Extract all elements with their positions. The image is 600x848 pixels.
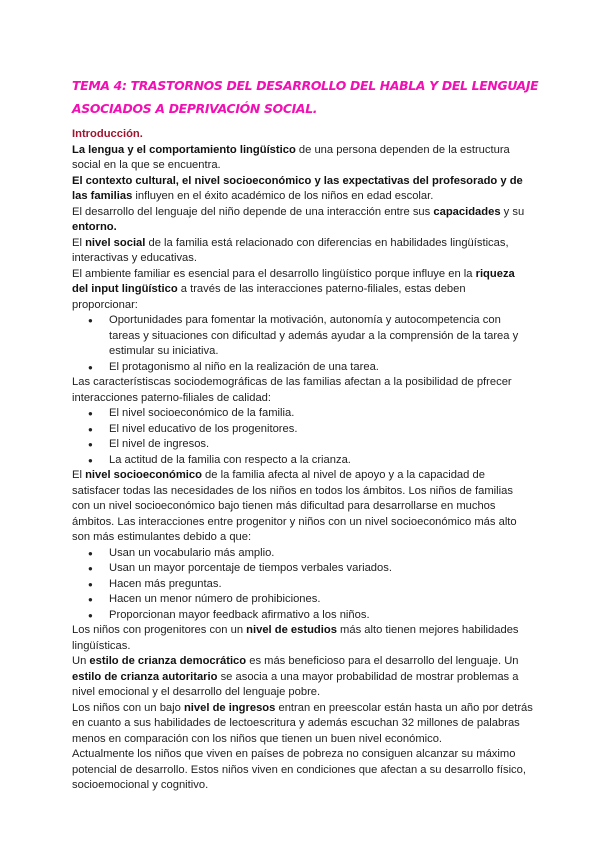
paragraph-11: Actualmente los niños que viven en países de pobreza no consiguen alcanzar su máximo potencial de desarrollo. Estos niños viven en condiciones que afectan a su desarrollo físico, socioemocional y cognitivo. (72, 748, 526, 791)
bullet-list-3 (72, 546, 534, 624)
document-body (72, 127, 534, 794)
bullet-list-2 (72, 406, 534, 468)
bold-text: El contexto cultural, el nivel socioeconómico y las expectativas del profesorado y de las familias (72, 174, 523, 202)
bold-text: nivel social (85, 236, 146, 249)
list-item: ● Oportunidades para fomentar la motivación, autonomía y autocompetencia con tareas y situaciones con dificultad y además ayudar a la comprensión de la tarea y estimular su iniciativa. (72, 313, 534, 360)
list-item: ● Hacen más preguntas. (72, 577, 534, 593)
bold-text: capacidades (433, 205, 501, 218)
text: es más beneficioso para el desarrollo del lenguaje. Un (246, 655, 519, 667)
bold-text: nivel de estudios (246, 624, 337, 636)
page-title: TEMA 4: TRASTORNOS DEL DESARROLLO DEL HABLA Y DEL LENGUAJE ASOCIADOS A DEPRIVACIÓN SOCIAL. (72, 78, 539, 116)
bold-text: estilo de crianza democrático (89, 655, 247, 667)
bold-text: riqueza del input lingüístico (72, 267, 515, 295)
paragraph-6: Las característiscas sociodemográficas de las familias afectan a la posibilidad de pfrecer interacciones paterno-filiales de calidad: (72, 376, 512, 404)
list-item: ● Usan un vocabulario más amplio. (72, 546, 534, 562)
list-item: ● Proporcionan mayor feedback afirmativo a los niños. (72, 608, 534, 624)
text: El desarrollo del lenguaje del niño depende de una interacción entre sus (72, 205, 434, 218)
text: de la familia afecta al nivel de apoyo y a la capacidad de satisfacer todas las necesidades de los niños en todos los ámbitos. Los niños de familias con un nivel socioeconómico bajo tienen más dificultad para desarrollarse en muchos ámbitos. Las interacciones entre progenitor y niños con un nivel socioeconómico más alto son más estimulantes debido a que: (72, 469, 517, 543)
bold-text: nivel de ingresos (183, 701, 276, 714)
text: más alto tienen mejores habilidades lingüísticas. (72, 624, 519, 652)
bold-text: La lengua y el comportamiento lingüístico (72, 143, 296, 156)
paragraph-9 (72, 654, 534, 701)
paragraph-2 (72, 174, 534, 205)
text: de una persona dependen de la estructura social en la que se encuentra. (72, 143, 510, 171)
intro-heading: Introducción. (72, 128, 143, 140)
list-item: ● Hacen un menor número de prohibiciones. (72, 592, 534, 608)
bold-text: estilo de crianza autoritario (72, 670, 218, 683)
bold-text: nivel socioeconómico (85, 469, 202, 481)
text: El ambiente familiar es esencial para el desarrollo lingüístico porque influye en la (72, 267, 476, 280)
paragraph-4 (72, 236, 534, 267)
text: y su (500, 205, 525, 218)
bold-text: entorno. (72, 221, 117, 233)
list-item: ● El nivel educativo de los progenitores. (72, 422, 534, 438)
text: entran en preescolar están hasta un año por detrás en cuanto a sus habilidades de lectoescritura y además escuchan 32 millones de palabras menos en comparación con los niños que tienen un buen nivel económico. (72, 701, 533, 745)
paragraph-10 (72, 701, 534, 748)
text: Los niños con un bajo (72, 701, 184, 714)
paragraph-1 (72, 143, 534, 174)
text: El (72, 469, 86, 481)
list-item: ● El nivel de ingresos. (72, 437, 534, 453)
list-item: ● El nivel socioeconómico de la familia. (72, 406, 534, 422)
paragraph-3 (72, 205, 534, 236)
list-item: ● El protagonismo al niño en la realización de una tarea. (72, 360, 534, 376)
text: se asocia a una mayor probabilidad de mostrar problemas a nivel emocional y el desarrollo del lenguaje pobre. (72, 670, 519, 698)
paragraph-7 (72, 468, 534, 546)
text: Un (72, 655, 90, 667)
text: Los niños con progenitores con un (72, 624, 247, 636)
paragraph-5 (72, 267, 534, 314)
text: El (72, 236, 86, 249)
paragraph-8 (72, 623, 534, 654)
list-item: ● La actitud de la familia con respecto a la crianza. (72, 453, 534, 469)
text: de la familia está relacionado con diferencias en habilidades lingüísticas, interactivas y educativas. (72, 236, 509, 264)
bullet-list-1 (72, 313, 534, 375)
text: a través de las interacciones paterno-filiales, estas deben proporcionar: (72, 283, 466, 311)
list-item: ● Usan un mayor porcentaje de tiempos verbales variados. (72, 561, 534, 577)
text: influyen en el éxito académico de los niños en edad escolar. (132, 190, 434, 202)
